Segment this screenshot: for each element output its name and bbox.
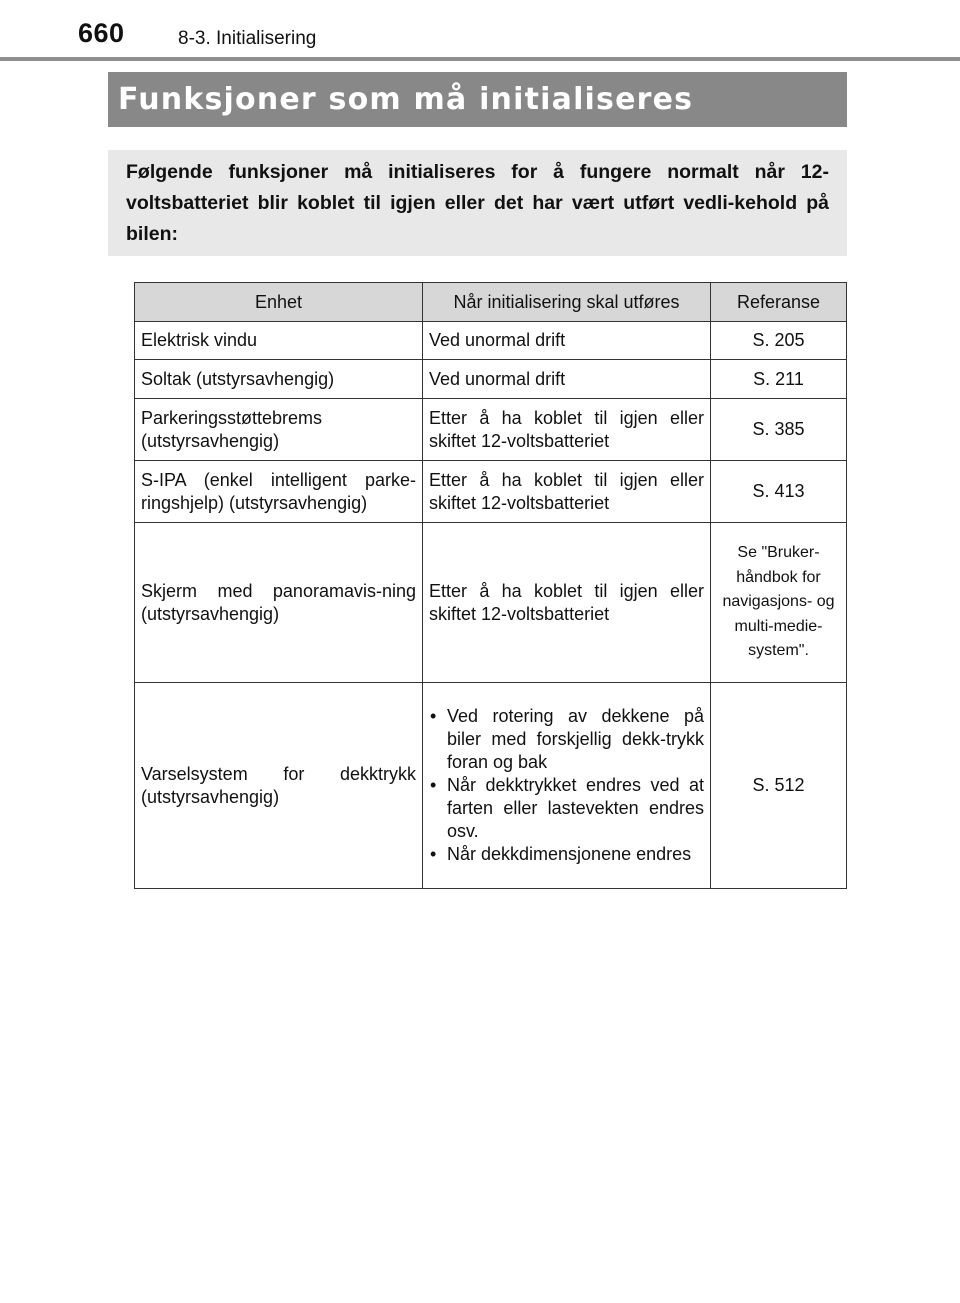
cell-when: Etter å ha koblet til igjen eller skiftet 12-voltsbatteriet: [423, 523, 711, 683]
table-header-row: [135, 283, 847, 322]
cell-when: Etter å ha koblet til igjen eller skiftet 12-voltsbatteriet: [423, 461, 711, 523]
list-item: • Når dekktrykket endres ved at farten eller lastevekten endres osv.: [429, 774, 704, 843]
cell-when: Ved unormal drift: [423, 360, 711, 399]
table-row: [135, 461, 847, 523]
section-title: 8-3. Initialisering: [178, 28, 317, 49]
table-row: [135, 399, 847, 461]
title-bar: [108, 72, 847, 127]
cell-reference: S. 512: [711, 683, 847, 889]
column-header-reference: Referanse: [711, 283, 847, 322]
cell-reference: S. 211: [711, 360, 847, 399]
intro-text: Følgende funksjoner må initialiseres for å fungere normalt når 12-voltsbatteriet blir koblet til igjen eller det har vært utført vedli-kehold på bilen:: [126, 161, 829, 245]
cell-unit: Soltak (utstyrsavhengig): [135, 360, 423, 399]
cell-reference: Se "Bruker-håndbok for navigasjons- og multi-medie-system".: [711, 523, 847, 683]
list-item: • Ved rotering av dekkene på biler med forskjellig dekk-trykk foran og bak: [429, 705, 704, 774]
cell-unit: Parkeringsstøttebrems (utstyrsavhengig): [135, 399, 423, 461]
initialization-table: [134, 282, 847, 889]
page-title: Funksjoner som må initialiseres: [118, 82, 694, 117]
table-row: [135, 523, 847, 683]
column-header-when: Når initialisering skal utføres: [423, 283, 711, 322]
cell-when: Ved unormal drift: [423, 322, 711, 360]
cell-unit: Skjerm med panoramavis-ning (utstyrsavhengig): [135, 523, 423, 683]
when-list: [429, 705, 704, 866]
cell-when: [423, 683, 711, 889]
intro-box: [108, 150, 847, 256]
cell-reference: S. 385: [711, 399, 847, 461]
table-row: [135, 360, 847, 399]
cell-when: Etter å ha koblet til igjen eller skiftet 12-voltsbatteriet: [423, 399, 711, 461]
list-item: • Når dekkdimensjonene endres: [429, 843, 704, 866]
cell-reference: S. 413: [711, 461, 847, 523]
column-header-unit: Enhet: [135, 283, 423, 322]
cell-unit: Varselsystem for dekktrykk (utstyrsavhengig): [135, 683, 423, 889]
header-rule: [0, 57, 960, 61]
table-row: [135, 683, 847, 889]
cell-unit: S-IPA (enkel intelligent parke-ringshjelp) (utstyrsavhengig): [135, 461, 423, 523]
table-row: [135, 322, 847, 360]
cell-unit: Elektrisk vindu: [135, 322, 423, 360]
cell-reference: S. 205: [711, 322, 847, 360]
page-number: 660: [78, 18, 125, 48]
